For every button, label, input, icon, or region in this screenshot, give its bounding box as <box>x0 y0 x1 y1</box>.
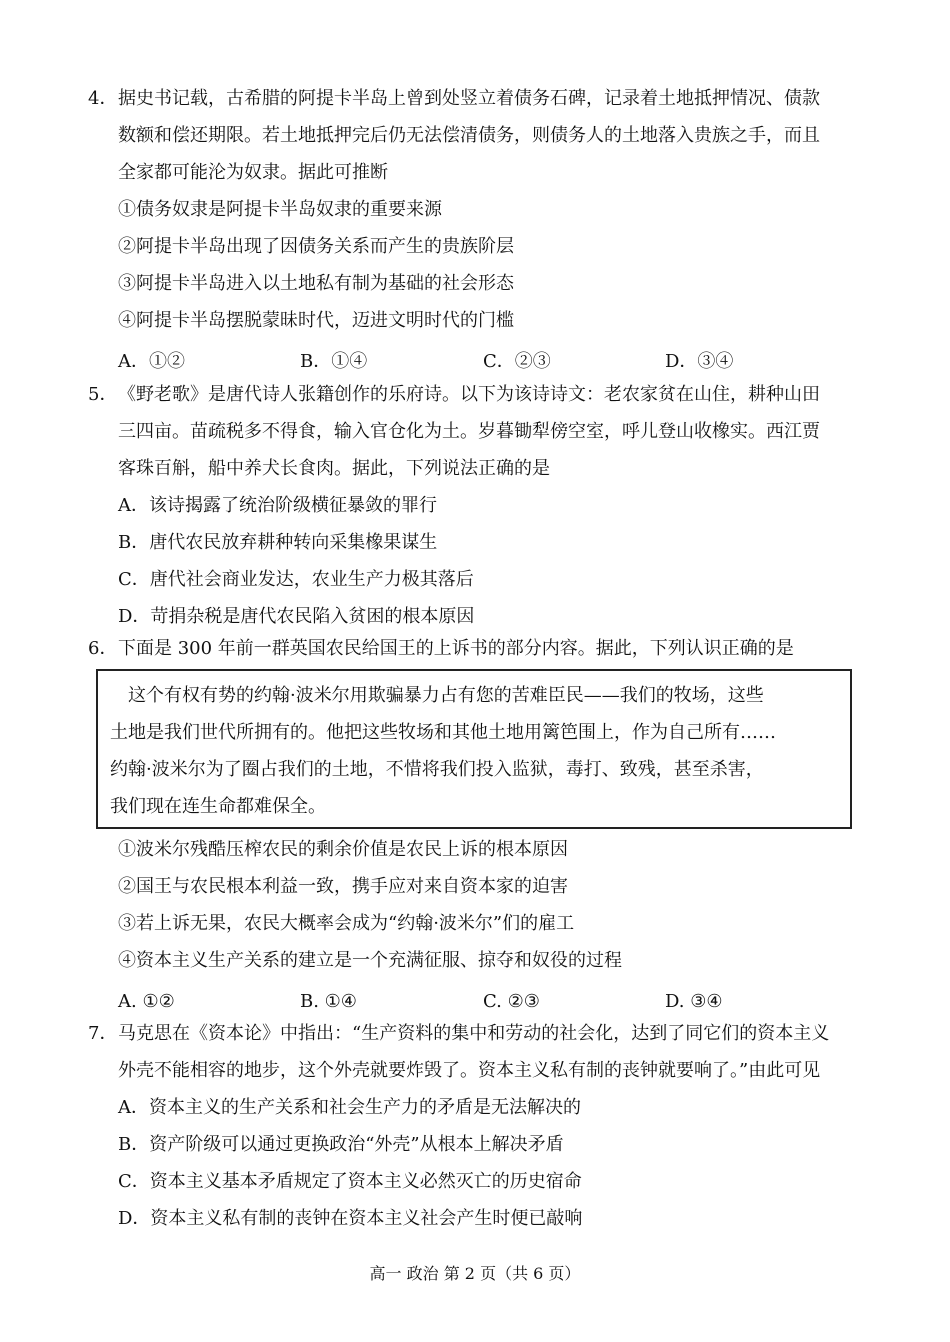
option-a[interactable]: A．资本主义的生产关系和社会生产力的矛盾是无法解决的 <box>118 1097 581 1118</box>
option-c[interactable]: C．唐代社会商业发达，农业生产力极其落后 <box>118 569 474 590</box>
question-stem-line: 客珠百斛，船中养犬长食肉。据此，下列说法正确的是 <box>118 458 550 479</box>
statement-item: ②国王与农民根本利益一致，携手应对来自资本家的迫害 <box>118 876 568 897</box>
question-6 <box>88 630 878 667</box>
option-b[interactable]: B．①④ <box>300 351 368 372</box>
question-5 <box>88 376 878 635</box>
question-number: 7． <box>88 1023 118 1044</box>
option-b[interactable]: B. ①④ <box>300 991 357 1012</box>
question-number: 6． <box>88 638 118 659</box>
option-c[interactable]: C．资本主义基本矛盾规定了资本主义必然灭亡的历史宿命 <box>118 1171 582 1192</box>
material-line: 土地是我们世代所拥有的。他把这些牧场和其他土地用篱笆围上，作为自己所有…… <box>110 722 776 743</box>
statement-item: ③若上诉无果，农民大概率会成为“约翰·波米尔”们的雇工 <box>118 913 575 934</box>
option-b[interactable]: B．资产阶级可以通过更换政治“外壳”从根本上解决矛盾 <box>118 1134 564 1155</box>
option-a[interactable]: A. ①② <box>118 991 175 1012</box>
question-stem-line: 下面是 300 年前一群英国农民给国王的上诉书的部分内容。据此，下列认识正确的是 <box>118 638 794 659</box>
question-number: 4． <box>88 88 118 109</box>
question-stem-line: 三四亩。苗疏税多不得食，输入官仓化为土。岁暮锄犁傍空室，呼儿登山收橡实。西江贾 <box>118 421 820 442</box>
question-stem-line: 全家都可能沦为奴隶。据此可推断 <box>118 162 388 183</box>
option-b[interactable]: B．唐代农民放弃耕种转向采集橡果谋生 <box>118 532 438 553</box>
statement-item: ①波米尔残酷压榨农民的剩余价值是农民上诉的根本原因 <box>118 839 568 860</box>
option-d[interactable]: D. ③④ <box>665 991 723 1012</box>
question-4 <box>88 80 878 380</box>
statement-item: ③阿提卡半岛进入以土地私有制为基础的社会形态 <box>118 273 514 294</box>
statement-item: ②阿提卡半岛出现了因债务关系而产生的贵族阶层 <box>118 236 514 257</box>
option-d[interactable]: D．资本主义私有制的丧钟在资本主义社会产生时便已敲响 <box>118 1208 583 1229</box>
option-c[interactable]: C．②③ <box>483 351 551 372</box>
source-material-box <box>96 669 852 829</box>
material-line: 这个有权有势的约翰·波米尔用欺骗暴力占有您的苦难臣民——我们的牧场，这些 <box>110 685 764 706</box>
question-stem-line: 马克思在《资本论》中指出：“生产资料的集中和劳动的社会化，达到了同它们的资本主义 <box>118 1023 830 1044</box>
question-stem-line: 外壳不能相容的地步，这个外壳就要炸毁了。资本主义私有制的丧钟就要响了。”由此可见 <box>118 1060 821 1081</box>
page-footer: 高一 政治 第 2 页（共 6 页） <box>369 1264 581 1283</box>
question-stem-line: 《野老歌》是唐代诗人张籍创作的乐府诗。以下为该诗诗文：老农家贫在山住，耕种山田 <box>118 384 820 405</box>
statement-item: ①债务奴隶是阿提卡半岛奴隶的重要来源 <box>118 199 442 220</box>
material-line: 我们现在连生命都难保全。 <box>110 796 326 817</box>
option-d[interactable]: D．苛捐杂税是唐代农民陷入贫困的根本原因 <box>118 606 475 627</box>
statement-item: ④阿提卡半岛摆脱蒙昧时代，迈进文明时代的门槛 <box>118 310 514 331</box>
question-stem-line: 数额和偿还期限。若土地抵押完后仍无法偿清债务，则债务人的土地落入贵族之手，而且 <box>118 125 820 146</box>
material-line: 约翰·波米尔为了圈占我们的土地，不惜将我们投入监狱，毒打、致残，甚至杀害， <box>110 759 764 780</box>
question-number: 5． <box>88 384 118 405</box>
option-a[interactable]: A．①② <box>118 351 185 372</box>
option-c[interactable]: C. ②③ <box>483 991 540 1012</box>
statement-item: ④资本主义生产关系的建立是一个充满征服、掠夺和奴役的过程 <box>118 950 622 971</box>
question-7 <box>88 1015 878 1237</box>
question-6-items <box>88 831 878 1020</box>
option-a[interactable]: A．该诗揭露了统治阶级横征暴敛的罪行 <box>118 495 437 516</box>
option-d[interactable]: D．③④ <box>665 351 734 372</box>
question-stem-line: 据史书记载，古希腊的阿提卡半岛上曾到处竖立着债务石碑，记录着土地抵押情况、债款 <box>118 88 820 109</box>
answer-options <box>88 343 878 380</box>
